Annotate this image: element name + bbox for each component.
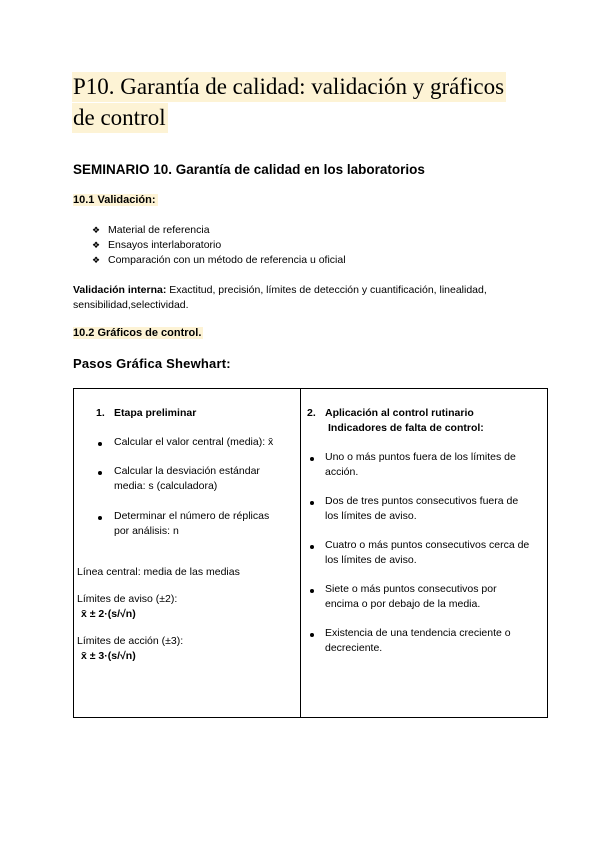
- right-bullet-text: Uno o más puntos fuera de los límites de: [325, 451, 516, 463]
- right-bullet-text: Dos de tres puntos consecutivos fuera de: [325, 495, 519, 507]
- list-item-text: Ensayos interlaboratorio: [108, 239, 222, 251]
- right-heading-line-2: Indicadores de falta de control:: [328, 422, 484, 434]
- section-heading-graficos: 10.2 Gráficos de control.: [73, 327, 202, 339]
- bullet-dot-icon: [310, 545, 314, 549]
- right-bullet-text: Siete o más puntos consecutivos por: [325, 583, 497, 595]
- validacion-interna-text-2: sensibilidad,selectividad.: [73, 299, 189, 311]
- limites-accion-formula: x̄ ± 3·(s/√n): [81, 650, 136, 662]
- left-bullet-text: Calcular el valor central (media): x̄: [114, 436, 274, 448]
- limites-aviso-formula: x̄ ± 2·(s/√n): [81, 608, 136, 620]
- right-bullet-text: Existencia de una tendencia creciente o: [325, 627, 511, 639]
- right-bullet-text: decreciente.: [325, 642, 383, 654]
- bullet-dot-icon: [310, 457, 314, 461]
- seminar-subtitle: SEMINARIO 10. Garantía de calidad en los laboratorios: [73, 162, 425, 177]
- pasos-heading: Pasos Gráfica Shewhart:: [73, 356, 231, 371]
- left-heading: Etapa preliminar: [114, 407, 197, 419]
- linea-central-text: Línea central: media de las medias: [77, 566, 240, 578]
- right-bullet-text: los límites de aviso.: [325, 510, 417, 522]
- section-heading-validacion: 10.1 Validación:: [73, 194, 156, 206]
- right-heading-line-1: Aplicación al control rutinario: [325, 407, 474, 419]
- validacion-interna-label: Validación interna:: [73, 284, 167, 296]
- right-bullet-text: Cuatro o más puntos consecutivos cerca de: [325, 539, 530, 551]
- left-bullet-text: media: s (calculadora): [114, 480, 218, 492]
- bullet-dot-icon: [310, 589, 314, 593]
- list-item: [92, 253, 346, 268]
- shewhart-steps-table: [73, 388, 548, 718]
- bullet-dot-icon: [98, 471, 102, 475]
- list-item: [92, 223, 346, 238]
- validacion-interna-text-1: Exactitud, precisión, límites de detección y cuantificación, linealidad,: [166, 284, 487, 296]
- validacion-interna-paragraph: [73, 283, 533, 313]
- document-title-line-1: P10. Garantía de calidad: validación y gráficos: [72, 72, 506, 102]
- right-bullet-text: encima o por debajo de la media.: [325, 598, 481, 610]
- diamond-bullet-icon: ❖: [92, 225, 101, 235]
- left-heading-number: 1.: [96, 407, 105, 419]
- list-item: [92, 238, 346, 253]
- list-item-text: Material de referencia: [108, 224, 210, 236]
- left-bullet-text: Calcular la desviación estándar: [114, 465, 260, 477]
- validation-list: [92, 223, 346, 268]
- bullet-dot-icon: [98, 516, 102, 520]
- right-bullet-text: acción.: [325, 466, 359, 478]
- left-bullet-text: por análisis: n: [114, 525, 179, 537]
- right-bullet-text: los límites de aviso.: [325, 554, 417, 566]
- diamond-bullet-icon: ❖: [92, 240, 101, 250]
- bullet-dot-icon: [310, 633, 314, 637]
- column-divider: [300, 389, 301, 717]
- diamond-bullet-icon: ❖: [92, 255, 101, 265]
- limites-accion-label: Límites de acción (±3):: [77, 635, 184, 647]
- bullet-dot-icon: [98, 442, 102, 446]
- right-heading-number: 2.: [307, 407, 316, 419]
- bullet-dot-icon: [310, 501, 314, 505]
- document-title-line-2: de control: [72, 103, 168, 133]
- limites-aviso-label: Límites de aviso (±2):: [77, 593, 178, 605]
- left-bullet-text: Determinar el número de réplicas: [114, 510, 270, 522]
- list-item-text: Comparación con un método de referencia u oficial: [108, 254, 346, 266]
